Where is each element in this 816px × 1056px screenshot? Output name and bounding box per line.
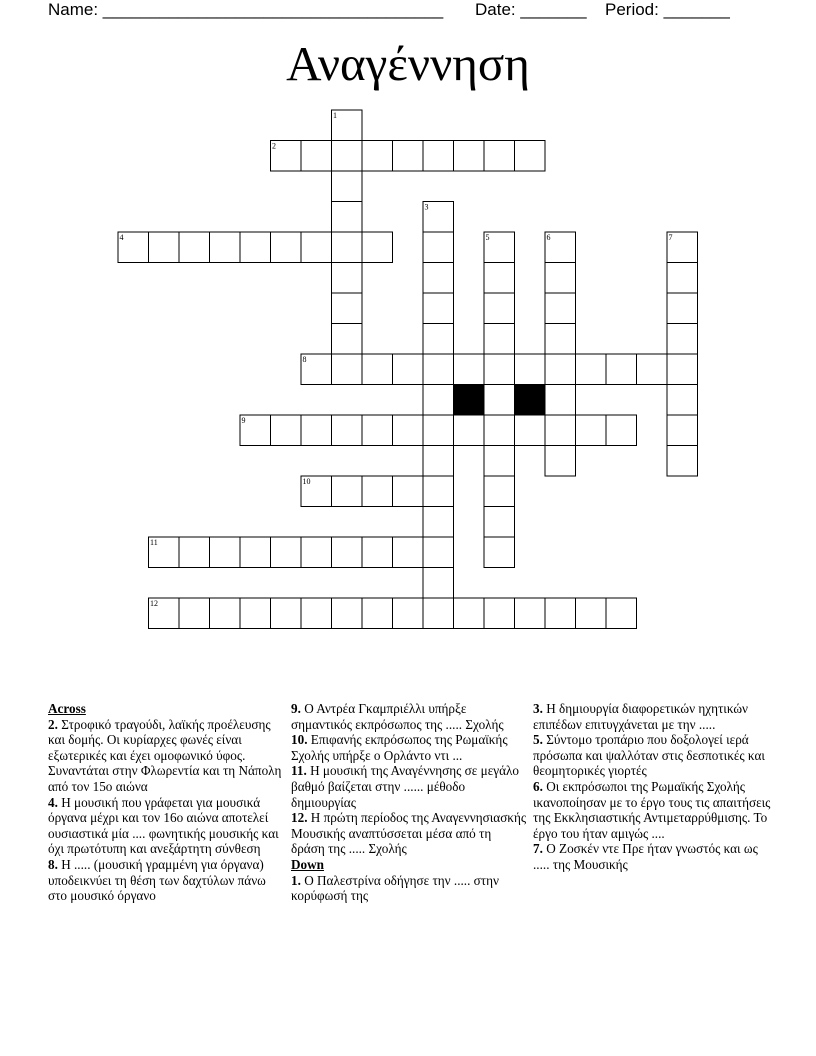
grid-cell[interactable] <box>545 354 576 385</box>
clue-number-label: 4 <box>119 233 124 242</box>
grid-cell[interactable] <box>606 354 637 385</box>
clue-text: Στροφικό τραγούδι, λαϊκής προέλευσης και δομής. Οι κυρίαρχες φωνές είναι εξωτερικές και έχει ομοφωνικό ύφος. Συναντάται στην Φλωρεντία και τη Νάπολη από τον 15ο αιώνα <box>48 716 282 794</box>
clue-number-label: 6 <box>546 233 551 242</box>
grid-cell[interactable] <box>423 476 454 507</box>
black-cell <box>454 385 485 416</box>
clue-number-label: 5 <box>485 233 490 242</box>
grid-cell[interactable] <box>484 476 515 507</box>
grid-cell[interactable] <box>545 324 576 355</box>
grid-cell[interactable] <box>667 415 698 446</box>
grid-cell[interactable] <box>423 446 454 477</box>
grid-cell[interactable] <box>301 598 332 629</box>
grid-cell[interactable] <box>393 537 424 568</box>
grid-cell[interactable] <box>484 324 515 355</box>
grid-cell[interactable] <box>393 354 424 385</box>
clue-text: Η μουσική της Αναγέννησης σε μεγάλο βαθμό βαίζεται στην ...... μέθοδο δημιουργίας <box>291 763 519 810</box>
grid-cell[interactable] <box>332 415 363 446</box>
clue-item <box>291 701 527 732</box>
grid-cell[interactable] <box>210 598 241 629</box>
grid-cell[interactable] <box>393 598 424 629</box>
clue-number-label: 10 <box>302 477 311 486</box>
grid-cell[interactable] <box>454 141 485 172</box>
clue-text: Οι εκπρόσωποι της Ρωμαϊκής Σχολής ικανοποίησαν με το έργο τους τις απαιτήσεις της Εκκλησιαστικής Αντιμεταρρύθμισης. Το έργο του ήταν αμιγώς .... <box>533 778 771 841</box>
grid-cell[interactable] <box>454 598 485 629</box>
clue-number-label: 9 <box>241 416 246 425</box>
clue-number-label: 8 <box>302 355 307 364</box>
grid-cell[interactable] <box>332 354 363 385</box>
clues-column-1 <box>48 701 284 904</box>
grid-cell[interactable] <box>515 415 546 446</box>
grid-cell[interactable] <box>210 232 241 263</box>
clue-text: Ο Αντρέα Γκαμπριέλλι υπήρξε σημαντικός εκπρόσωπος της ..... Σχολής <box>291 701 504 732</box>
grid-cell[interactable] <box>545 263 576 294</box>
clue-item <box>291 810 527 857</box>
page-title: Αναγέννηση <box>286 36 530 91</box>
period-field[interactable]: Period: _______ <box>605 0 730 19</box>
clue-number: 12. <box>291 810 308 826</box>
clue-item <box>291 732 527 763</box>
clues-column-3 <box>533 701 771 873</box>
grid-cell[interactable] <box>179 232 210 263</box>
clue-text: Σύντομο τροπάριο που δοξολογεί ιερά πρόσωπα και ψαλλόταν στις δεσποτικές και θεομητορικές γιορτές <box>533 732 765 779</box>
grid-cell[interactable] <box>545 385 576 416</box>
down-header: Down <box>291 856 324 872</box>
grid-cell[interactable] <box>545 446 576 477</box>
grid-cell[interactable] <box>423 598 454 629</box>
grid-cell[interactable] <box>667 446 698 477</box>
black-cell <box>515 385 546 416</box>
grid-cell[interactable] <box>332 476 363 507</box>
clue-text: Ο Παλεστρίνα οδήγησε την ..... στην κορύφωσή της <box>291 872 499 904</box>
clue-number: 10. <box>291 732 308 748</box>
grid-cell[interactable] <box>332 202 363 233</box>
grid-cell[interactable] <box>484 354 515 385</box>
grid-cell[interactable] <box>423 385 454 416</box>
grid-cell[interactable] <box>484 385 515 416</box>
grid-cell[interactable] <box>423 263 454 294</box>
grid-cell[interactable] <box>606 598 637 629</box>
grid-cell[interactable] <box>576 354 607 385</box>
grid-cell[interactable] <box>393 476 424 507</box>
clue-number: 7. <box>533 841 543 857</box>
grid-cell[interactable] <box>484 507 515 538</box>
grid-cell[interactable] <box>362 476 393 507</box>
grid-cell[interactable] <box>454 415 485 446</box>
grid-cell[interactable] <box>484 537 515 568</box>
clue-text: Επιφανής εκπρόσωπος της Ρωμαϊκής Σχολής υπήρξε ο Ορλάντο ντι ... <box>291 732 508 763</box>
grid-cell[interactable] <box>423 415 454 446</box>
grid-cell[interactable] <box>637 354 668 385</box>
grid-cell[interactable] <box>301 415 332 446</box>
grid-cell[interactable] <box>332 537 363 568</box>
clue-item <box>291 763 527 810</box>
grid-cell[interactable] <box>332 171 363 202</box>
across-clues-list-continued <box>291 701 527 857</box>
grid-cell[interactable] <box>667 293 698 324</box>
clue-item <box>48 795 284 857</box>
clue-text: Ο Ζοσκέν ντε Πρε ήταν γνωστός και ως ..... της Μουσικής <box>533 841 758 872</box>
grid-cell[interactable] <box>423 232 454 263</box>
grid-cell[interactable] <box>332 324 363 355</box>
clue-text: Η δημιουργία διαφορετικών ηχητικών επιπέδων επιτυγχάνεται με την ..... <box>533 701 748 732</box>
grid-cell[interactable] <box>667 385 698 416</box>
clue-text: Η ..... (μουσική γραμμένη για όργανα) υποδεικνύει τη θέση των δαχτύλων πάνω στο μουσικό όργανο <box>48 856 266 904</box>
clue-item <box>533 779 771 841</box>
grid-cell[interactable] <box>362 232 393 263</box>
grid-cell[interactable] <box>362 598 393 629</box>
down-clues-list <box>291 873 527 904</box>
grid-cell[interactable] <box>332 232 363 263</box>
clue-number-label: 12 <box>150 599 158 608</box>
clue-item <box>48 857 284 904</box>
grid-cell[interactable] <box>515 598 546 629</box>
clue-number: 1. <box>291 872 301 888</box>
clue-number: 3. <box>533 701 543 716</box>
grid-cell[interactable] <box>332 293 363 324</box>
clue-item <box>533 841 771 872</box>
grid-cell[interactable] <box>606 415 637 446</box>
grid-cell[interactable] <box>301 141 332 172</box>
grid-cell[interactable] <box>484 415 515 446</box>
grid-cell[interactable] <box>423 507 454 538</box>
grid-cell[interactable] <box>576 415 607 446</box>
grid-cell[interactable] <box>240 537 271 568</box>
grid-cell[interactable] <box>545 598 576 629</box>
grid-cell[interactable] <box>301 537 332 568</box>
clue-number: 5. <box>533 732 543 748</box>
grid-cell[interactable] <box>393 415 424 446</box>
grid-cell[interactable] <box>271 537 302 568</box>
clues-column-2 <box>291 701 527 904</box>
clue-text: Η πρώτη περίοδος της Αναγεννησιασκής Μουσικής αναπτύσσεται μέσα από τη δράση της ..... Σχολής <box>291 810 527 857</box>
grid-cell[interactable] <box>484 141 515 172</box>
grid-cell[interactable] <box>515 141 546 172</box>
grid-cell[interactable] <box>423 324 454 355</box>
clue-number: 2. <box>48 716 58 732</box>
grid-cell[interactable] <box>545 293 576 324</box>
grid-cell[interactable] <box>484 446 515 477</box>
grid-cell[interactable] <box>149 232 180 263</box>
clue-item <box>533 732 771 779</box>
grid-cell[interactable] <box>362 141 393 172</box>
grid-cell[interactable] <box>515 354 546 385</box>
grid-cell[interactable] <box>545 415 576 446</box>
grid-cell[interactable] <box>332 263 363 294</box>
clue-number-label: 7 <box>668 233 673 242</box>
grid-cell[interactable] <box>240 598 271 629</box>
grid-cell[interactable] <box>423 568 454 599</box>
grid-cell[interactable] <box>271 598 302 629</box>
grid-cell[interactable] <box>240 232 271 263</box>
grid-cell[interactable] <box>576 598 607 629</box>
clue-number-label: 3 <box>424 202 429 212</box>
clue-number-label: 11 <box>150 538 158 547</box>
grid-cell[interactable] <box>423 354 454 385</box>
grid-cell[interactable] <box>362 415 393 446</box>
grid-cell[interactable] <box>393 141 424 172</box>
name-field[interactable]: Name: ____________________________________ <box>48 0 444 19</box>
clue-number-label: 2 <box>272 141 276 151</box>
clue-item <box>291 873 527 904</box>
clue-item <box>533 701 771 732</box>
clue-item <box>48 717 284 795</box>
grid-cell[interactable] <box>667 324 698 355</box>
down-clues-list-continued <box>533 701 771 873</box>
grid-cell[interactable] <box>454 354 485 385</box>
clue-number-label: 1 <box>333 111 337 120</box>
clue-number: 6. <box>533 778 543 794</box>
grid-cell[interactable] <box>362 537 393 568</box>
across-clues-list <box>48 717 284 904</box>
grid-cell[interactable] <box>667 263 698 294</box>
date-field[interactable]: Date: _______ <box>475 0 587 19</box>
clue-number: 8. <box>48 856 58 872</box>
clue-number: 9. <box>291 701 301 716</box>
grid-cell[interactable] <box>210 537 241 568</box>
grid-cell[interactable] <box>667 354 698 385</box>
grid-cell[interactable] <box>271 232 302 263</box>
grid-cell[interactable] <box>484 263 515 294</box>
grid-cell[interactable] <box>301 232 332 263</box>
grid-cell[interactable] <box>332 141 363 172</box>
grid-cell[interactable] <box>271 415 302 446</box>
grid-cell[interactable] <box>362 354 393 385</box>
grid-cell[interactable] <box>423 537 454 568</box>
grid-cell[interactable] <box>484 598 515 629</box>
across-header: Across <box>48 701 86 716</box>
grid-cell[interactable] <box>423 293 454 324</box>
clue-number: 4. <box>48 794 58 810</box>
grid-cell[interactable] <box>484 293 515 324</box>
grid-cell[interactable] <box>179 598 210 629</box>
clue-number: 11. <box>291 763 307 779</box>
grid-cell[interactable] <box>332 598 363 629</box>
grid-cell[interactable] <box>423 141 454 172</box>
grid-cell[interactable] <box>179 537 210 568</box>
clue-text: Η μουσική που γράφεται για μουσικά όργανα μέχρι και τον 16ο αιώνα αποτελεί ουσιαστικά μία .... φωνητικής μουσικής και όχι πρωτότυπη και ανεξάρτητη σύνθεση <box>48 794 279 857</box>
